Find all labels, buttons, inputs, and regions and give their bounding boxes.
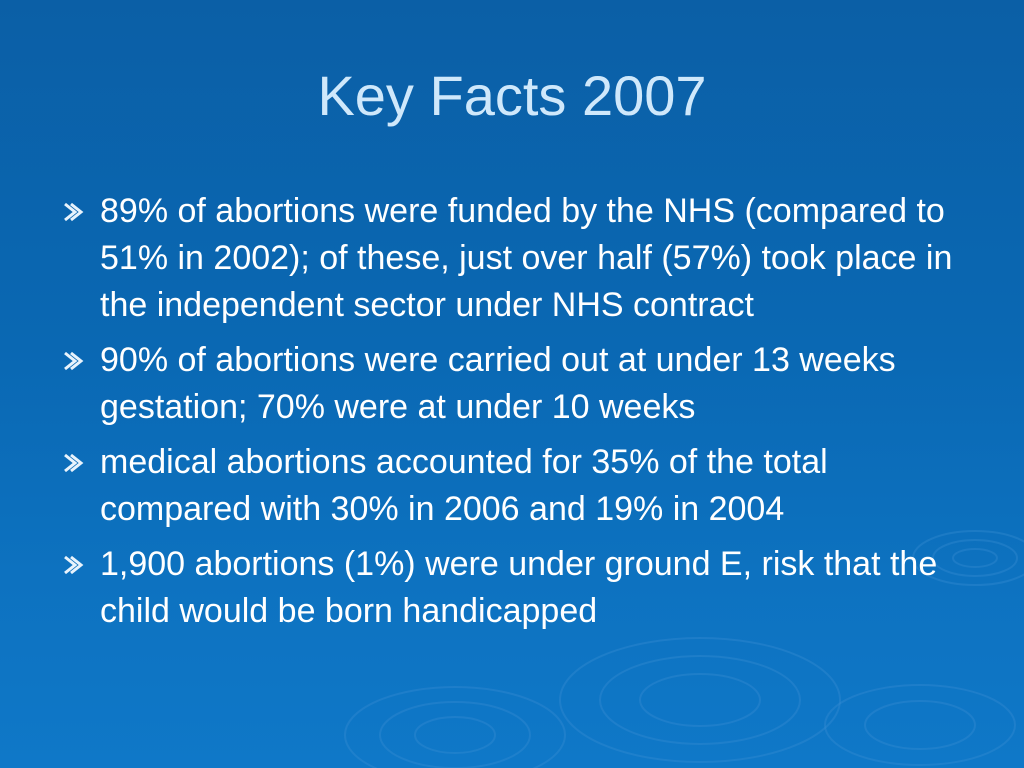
bullet-text: medical abortions accounted for 35% of the total compared with 30% in 2006 and 19% in 2004 (100, 443, 828, 528)
arrow-bullet-icon (62, 452, 84, 474)
bullet-list (62, 188, 972, 643)
bullet-text: 1,900 abortions (1%) were under ground E, risk that the child would be born handicapped (100, 545, 938, 630)
bullet-item (62, 541, 972, 635)
bullet-item (62, 188, 972, 329)
slide-title: Key Facts 2007 (317, 64, 707, 127)
arrow-bullet-icon (62, 350, 84, 372)
bullet-text: 90% of abortions were carried out at under 13 weeks gestation; 70% were at under 10 weeks (100, 341, 896, 426)
bullet-item (62, 439, 972, 533)
bullet-text: 89% of abortions were funded by the NHS (compared to 51% in 2002); of these, just over half (57%) took place in the independent sector under NHS contract (100, 192, 953, 324)
arrow-bullet-icon (62, 201, 84, 223)
bullet-item (62, 337, 972, 431)
arrow-bullet-icon (62, 554, 84, 576)
